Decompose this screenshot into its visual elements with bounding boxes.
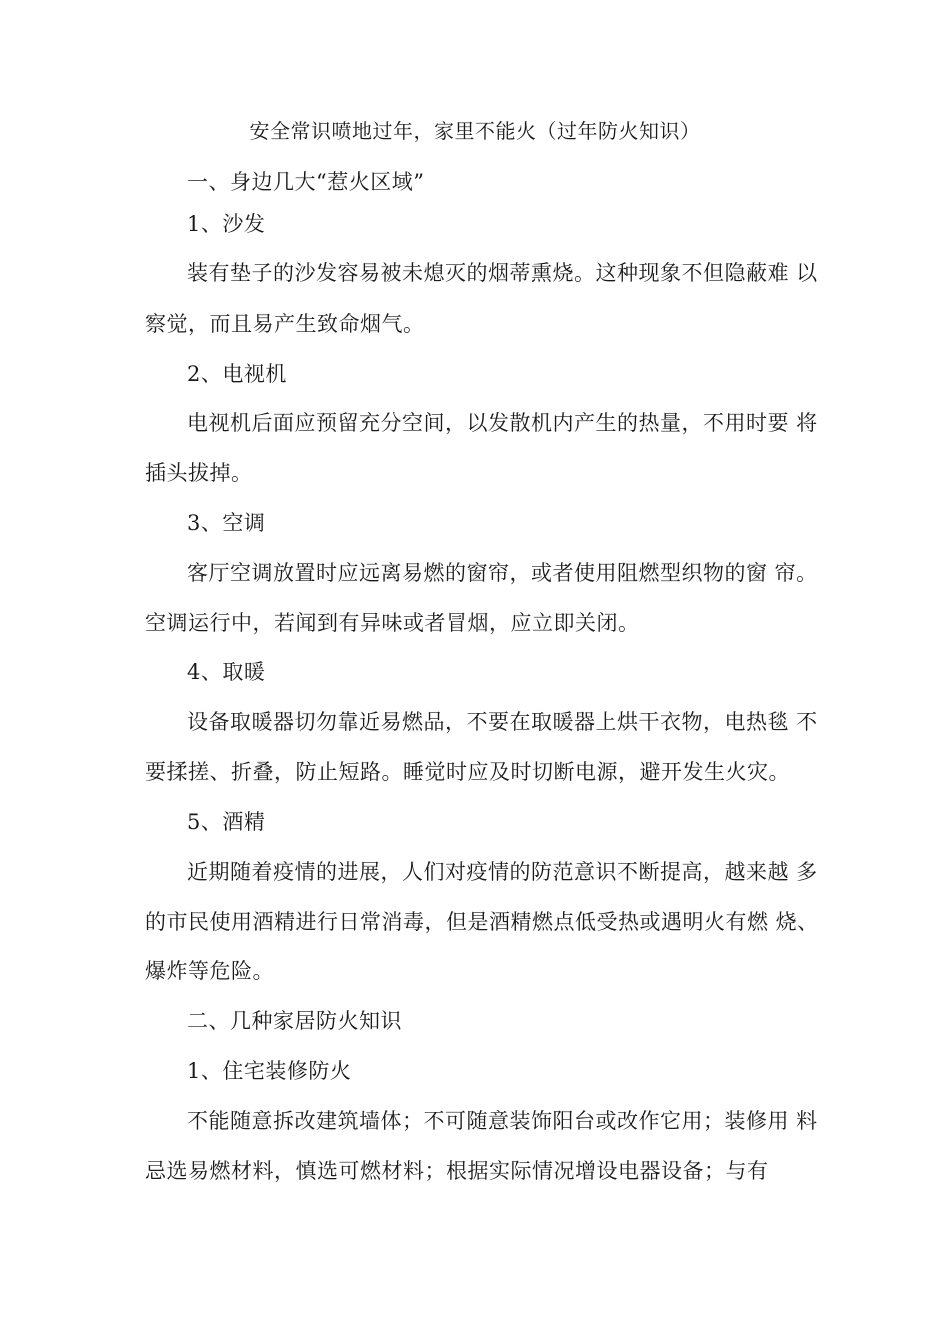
paragraph-line: 察觉，而且易产生致命烟气。 [145,312,425,336]
subheading-heating: 4、取暖 [187,660,266,684]
subheading-sofa: 1、沙发 [187,212,266,236]
document-title: 安全常识喷地过年，家里不能火（过年防火知识） [249,119,701,143]
paragraph-line: 忌选易燃材料，慎选可燃材料；根据实际情况增设电器设备；与有 [145,1159,769,1183]
paragraph-line: 要揉搓、折叠，防止短路。睡觉时应及时切断电源，避开发生火灾。 [145,760,790,784]
paragraph-line: 不能随意拆改建筑墙体；不可随意装饰阳台或改作它用；装修用 料 [187,1109,818,1133]
section-heading-1: 一、身边几大“惹火区域” [187,170,425,194]
paragraph-line: 的市民使用酒精进行日常消毒，但是酒精燃点低受热或遇明火有燃 烧、 [145,910,819,934]
subheading-tv: 2、电视机 [187,362,287,386]
paragraph-line: 装有垫子的沙发容易被未熄灭的烟蒂熏烧。这种现象不但隐蔽难 以 [187,261,818,285]
paragraph-line: 设备取暖器切勿靠近易燃品，不要在取暖器上烘干衣物，电热毯 不 [187,710,818,734]
subheading-aircon: 3、空调 [187,511,266,535]
subheading-renovation: 1、住宅装修防火 [187,1059,352,1083]
paragraph-line: 客厅空调放置时应远离易燃的窗帘，或者使用阻燃型织物的窗 帘。 [187,561,818,585]
subheading-alcohol: 5、酒精 [187,810,266,834]
paragraph-line: 近期随着疫情的进展，人们对疫情的防范意识不断提高，越来越 多 [187,860,818,884]
paragraph-line: 空调运行中，若闻到有异味或者冒烟，应立即关闭。 [145,611,640,635]
paragraph-line: 爆炸等危险。 [145,959,274,983]
paragraph-line: 电视机后面应预留充分空间，以发散机内产生的热量，不用时要 将 [187,411,818,435]
section-heading-2: 二、几种家居防火知识 [187,1009,402,1033]
paragraph-line: 插头拔掉。 [145,461,253,485]
